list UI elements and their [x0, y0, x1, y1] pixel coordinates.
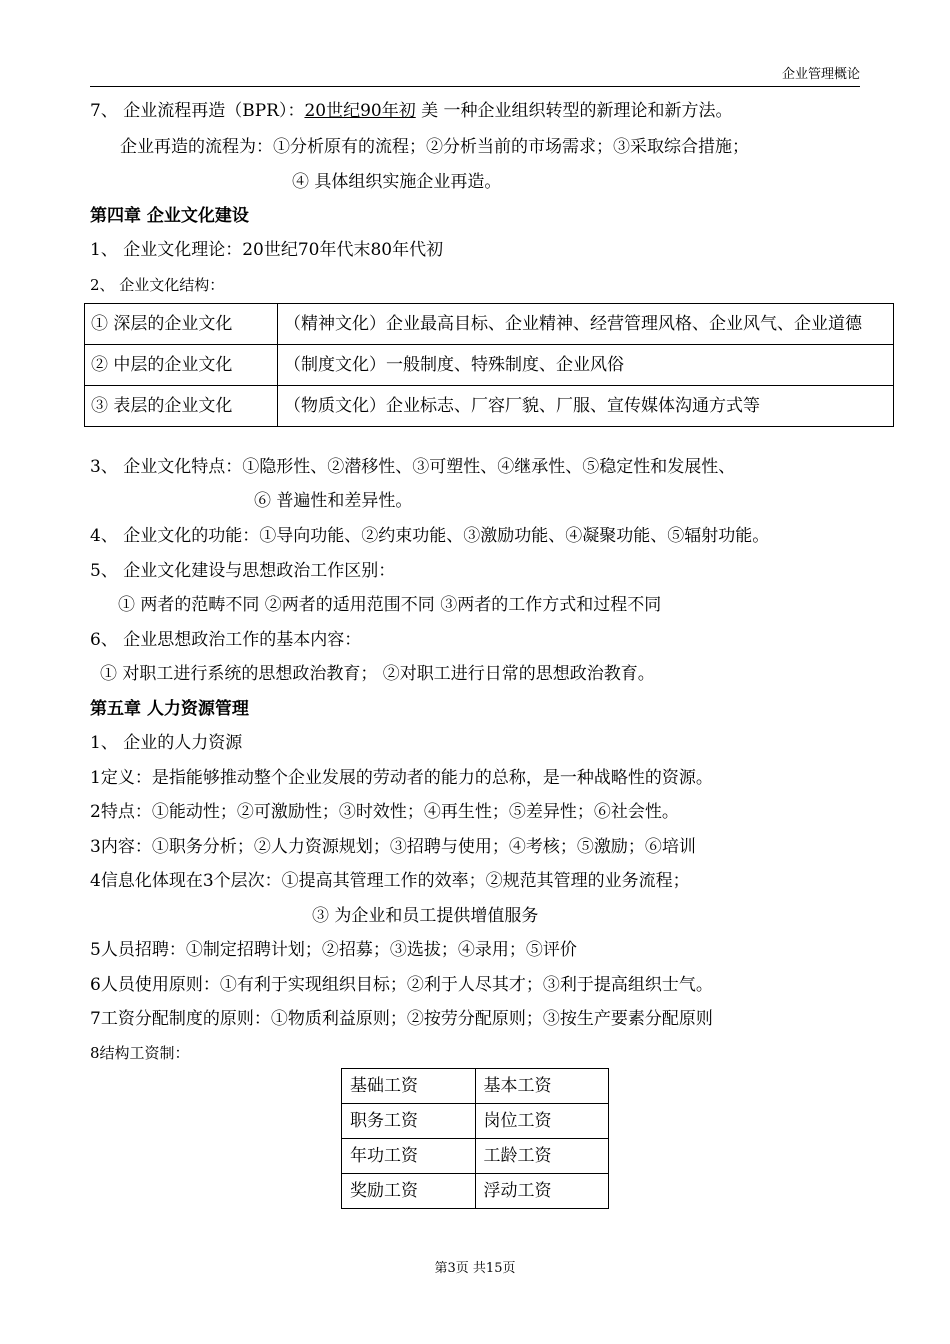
culture-table-row	[85, 304, 894, 345]
c4-item-3: 3、 企业文化特点：①隐形性、②潜移性、③可塑性、④继承性、⑤稳定性和发展性、	[90, 457, 736, 477]
item-7-label: 7、 企业流程再造（BPR）：	[90, 101, 305, 121]
wage-table-cell: 奖励工资	[342, 1174, 476, 1209]
culture-table-row	[85, 345, 894, 386]
c5-item-1: 1、 企业的人力资源	[90, 733, 243, 753]
chapter-4-heading: 第四章 企业文化建设	[90, 206, 249, 226]
wage-table-cell: 职务工资	[342, 1104, 476, 1139]
culture-desc-cell: （物质文化）企业标志、厂容厂貌、厂服、宣传媒体沟通方式等	[278, 386, 894, 427]
c5-informatization: 4信息化体现在3个层次：①提高其管理工作的效率；②规范其管理的业务流程；	[90, 871, 690, 891]
c5-usage-principles: 6人员使用原则：①有利于实现组织目标；②利于人尽其才；③利于提高组织士气。	[90, 975, 713, 995]
culture-level-cell: ② 中层的企业文化	[85, 345, 278, 386]
wage-table-row	[342, 1139, 609, 1174]
wage-table-cell: 基本工资	[475, 1069, 609, 1104]
item-7-period: 20世纪90年初	[304, 101, 416, 121]
c4-item-5: 5、 企业文化建设与思想政治工作区别：	[90, 561, 396, 581]
wage-table-row	[342, 1104, 609, 1139]
reengineering-steps: 企业再造的流程为：①分析原有的流程；②分析当前的市场需求；③采取综合措施；	[120, 137, 749, 157]
culture-level-cell: ① 深层的企业文化	[85, 304, 278, 345]
page-footer: 第3页 共15页	[434, 1261, 516, 1276]
c5-structural-wage: 8结构工资制：	[90, 1044, 190, 1062]
c5-features: 2特点：①能动性；②可激励性；③时效性；④再生性；⑤差异性；⑥社会性。	[90, 802, 679, 822]
wage-table-cell: 浮动工资	[475, 1174, 609, 1209]
wage-table-cell: 基础工资	[342, 1069, 476, 1104]
c5-informatization-cont: ③ 为企业和员工提供增值服务	[312, 906, 539, 926]
c5-definition: 1定义：是指能够推动整个企业发展的劳动者的能力的总称，是一种战略性的资源。	[90, 768, 713, 788]
item-7-line	[90, 100, 733, 122]
wage-structure-table	[341, 1068, 609, 1209]
c4-item-4: 4、 企业文化的功能：①导向功能、②约束功能、③激励功能、④凝聚功能、⑤辐射功能。	[90, 526, 770, 546]
c4-item-6-detail: ① 对职工进行系统的思想政治教育； ②对职工进行日常的思想政治教育。	[100, 664, 655, 684]
page-header: 企业管理概论	[90, 66, 860, 87]
culture-structure-table	[84, 303, 894, 427]
item-7-desc: 美 一种企业组织转型的新理论和新方法。	[415, 101, 733, 121]
reengineering-step-4: ④ 具体组织实施企业再造。	[292, 172, 502, 192]
c4-item-3-cont: ⑥ 普遍性和差异性。	[254, 491, 413, 511]
wage-table-row	[342, 1069, 609, 1104]
c4-item-1: 1、 企业文化理论：20世纪70年代末80年代初	[90, 240, 444, 260]
c5-recruitment: 5人员招聘：①制定招聘计划；②招募；③选拔；④录用；⑤评价	[90, 940, 577, 960]
wage-table-cell: 年功工资	[342, 1139, 476, 1174]
culture-level-cell: ③ 表层的企业文化	[85, 386, 278, 427]
culture-desc-cell: （制度文化）一般制度、特殊制度、企业风俗	[278, 345, 894, 386]
c4-item-5-detail: ① 两者的范畴不同 ②两者的适用范围不同 ③两者的工作方式和过程不同	[118, 595, 662, 615]
chapter-5-heading: 第五章 人力资源管理	[90, 699, 249, 719]
wage-table-cell: 岗位工资	[475, 1104, 609, 1139]
culture-desc-cell: （精神文化）企业最高目标、企业精神、经营管理风格、企业风气、企业道德	[278, 304, 894, 345]
wage-table-cell: 工龄工资	[475, 1139, 609, 1174]
c4-item-2: 2、 企业文化结构：	[90, 276, 225, 294]
c4-item-6: 6、 企业思想政治工作的基本内容：	[90, 630, 362, 650]
culture-table-row	[85, 386, 894, 427]
wage-table-row	[342, 1174, 609, 1209]
c5-content: 3内容：①职务分析；②人力资源规划；③招聘与使用；④考核；⑤激励；⑥培训	[90, 837, 696, 857]
c5-wage-principles: 7工资分配制度的原则：①物质利益原则；②按劳分配原则；③按生产要素分配原则	[90, 1009, 713, 1029]
